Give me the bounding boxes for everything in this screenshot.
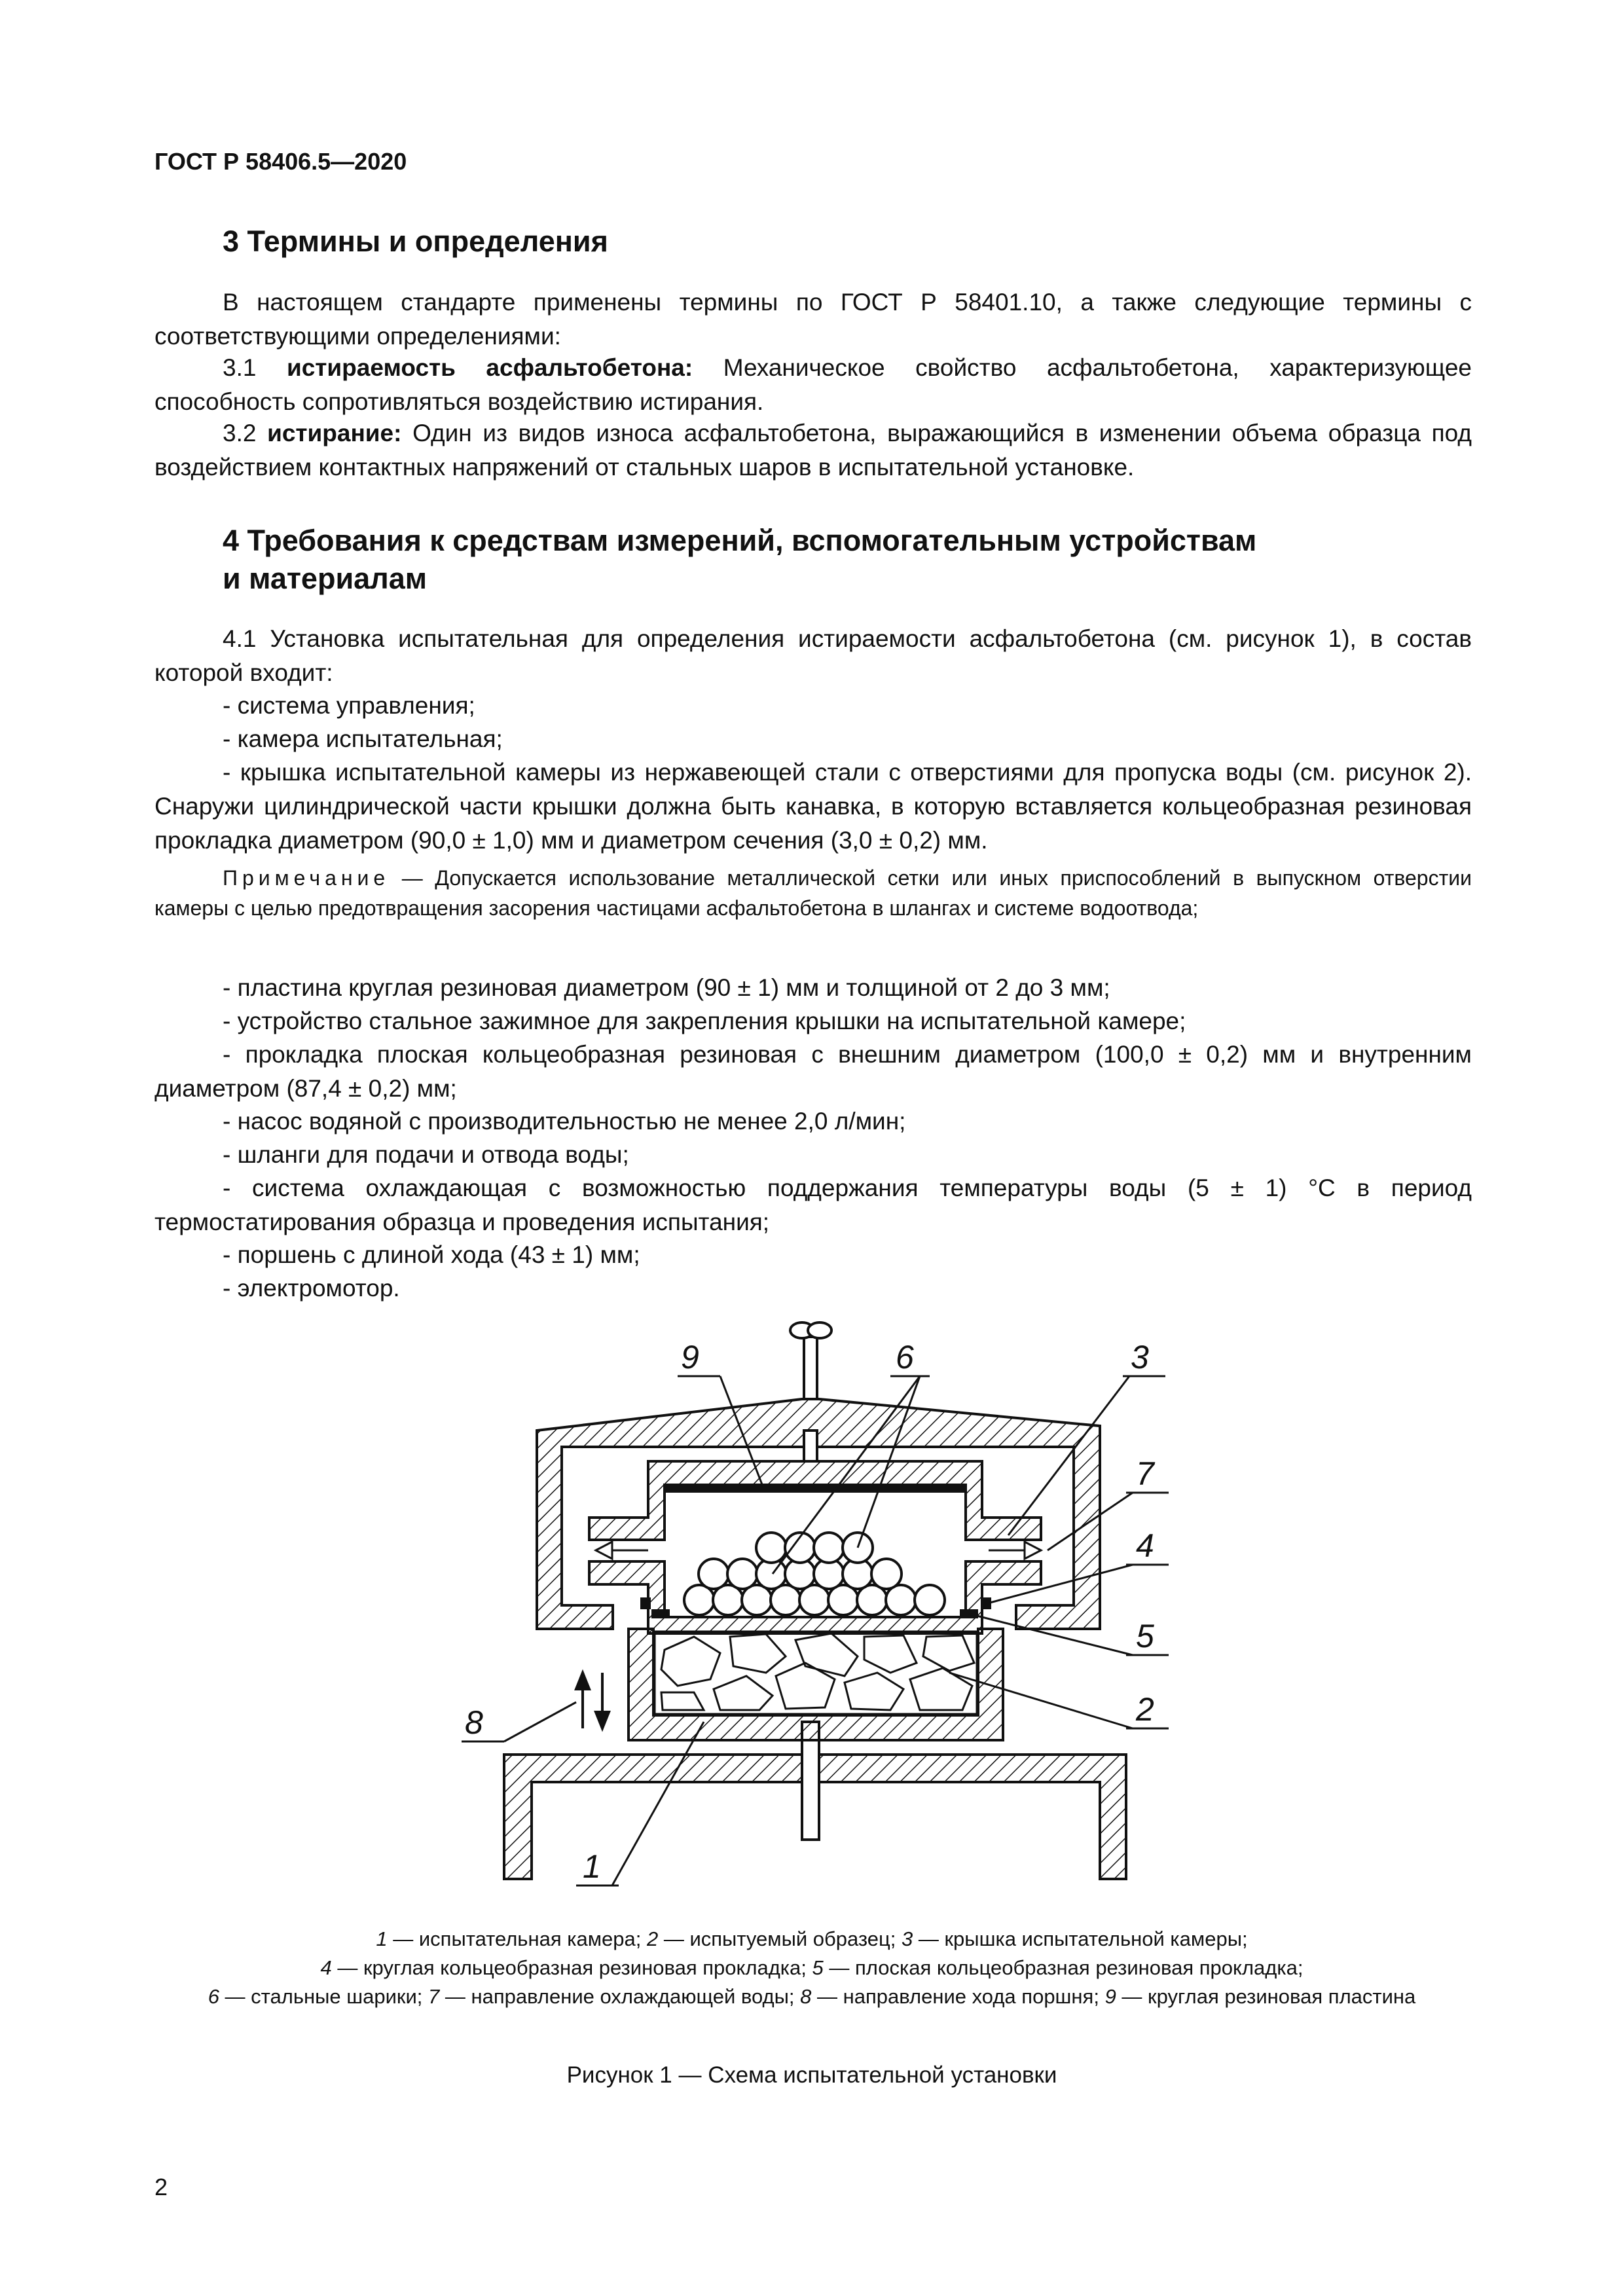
term-3-2-term: истирание:	[267, 420, 402, 446]
callout-2: 2	[1136, 1691, 1154, 1728]
note-text: — Допускается использование металлической сетки или иных приспособлений в выпускном отверстии камеры с целью предотвращения засорения частицами асфальтобетона в шлангах и системе водоотвода;	[155, 866, 1472, 920]
list-item: - прокладка плоская кольцеобразная резиновая с внешним диаметром (100,0 ± 0,2) мм и внутренним диаметром (87,4 ± 0,2) мм;	[155, 1041, 1472, 1102]
figure-caption: Рисунок 1 — Схема испытательной установки	[566, 2062, 1057, 2088]
term-3-2-definition: Один из видов износа асфальтобетона, выражающийся в изменении объема образца под воздействием контактных напряжений от стальных шаров в испытательной установке.	[155, 420, 1472, 481]
list-item: - устройство стальное зажимное для закрепления крышки на испытательной камере;	[223, 1008, 1186, 1034]
list-item: - камера испытательная;	[223, 725, 503, 752]
term-3-2-number: 3.2	[223, 420, 268, 446]
section-4-title-line-1: 4 Требования к средствам измерений, вспомогательным устройствам	[223, 524, 1257, 557]
callout-7: 7	[1136, 1455, 1154, 1492]
legend-line-2: 4 — круглая кольцеобразная резиновая прокладка; 5 — плоская кольцеобразная резиновая прокладка;	[320, 1956, 1304, 1979]
list-item: - электромотор.	[223, 1275, 400, 1302]
callout-8: 8	[465, 1704, 483, 1741]
list-item: - крышка испытательной камеры из нержавеющей стали с отверстиями для пропуска воды (см. рисунок 2). Снаружи цилиндрической части крышки должна быть канавка, в которую вставляется кольцеобразная резиновая прокладка диаметром (90,0 ± 1,0) мм и диаметром сечения (3,0 ± 0,2) мм.	[155, 759, 1472, 854]
test-specimen	[655, 1631, 977, 1714]
document-header: ГОСТ Р 58406.5—2020	[155, 148, 407, 175]
piston-direction-arrows	[576, 1673, 609, 1728]
term-3-1-definition: Механическое свойство асфальтобетона, характеризующее способность сопротивляться воздействию истирания.	[155, 354, 1472, 415]
term-3-1-term: истираемость асфальтобетона:	[286, 354, 693, 381]
callout-5: 5	[1136, 1618, 1154, 1654]
callout-6: 6	[896, 1339, 914, 1376]
list-item: - насос водяной с производительностью не менее 2,0 л/мин;	[223, 1108, 906, 1135]
term-3-1-number: 3.1	[223, 354, 287, 381]
section-3-title: 3 Термины и определения	[223, 225, 608, 258]
list-item: - система управления;	[223, 692, 475, 719]
callout-4: 4	[1136, 1527, 1154, 1564]
callout-9: 9	[681, 1339, 699, 1376]
figure-legend	[131, 1925, 1493, 2011]
water-arrow-left	[596, 1542, 648, 1559]
flat-gasket	[651, 1609, 670, 1618]
list-item: - система охлаждающая с возможностью поддержания температуры воды (5 ± 1) °С в период термостатирования образца и проведения испытания;	[155, 1175, 1472, 1235]
legend-line-3: 6 — стальные шарики; 7 — направление охлаждающей воды; 8 — направление хода поршня; 9 — круглая резиновая пластина	[208, 1985, 1416, 2008]
callout-3: 3	[1131, 1339, 1149, 1376]
paragraph-4-1: 4.1 Установка испытательная для определения истираемости асфальтобетона (см. рисунок 1), в состав которой входит:	[155, 625, 1472, 686]
page-number: 2	[155, 2174, 168, 2200]
legend-line-1: 1 — испытательная камера; 2 — испытуемый образец; 3 — крышка испытательной камеры;	[376, 1927, 1248, 1950]
lid-inner-housing	[589, 1461, 1041, 1540]
section-4-title-line-2: и материалам	[223, 562, 428, 595]
note-label: Примечание	[223, 866, 390, 890]
list-item: - шланги для подачи и отвода воды;	[223, 1141, 629, 1168]
section-3-intro: В настоящем стандарте применены термины по ГОСТ Р 58401.10, а также следующие термины с соответствующими определениями:	[155, 289, 1472, 350]
water-arrow-right	[989, 1542, 1041, 1559]
round-gasket	[640, 1597, 651, 1609]
list-item: - пластина круглая резиновая диаметром (90 ± 1) мм и толщиной от 2 до 3 мм;	[223, 974, 1110, 1001]
list-item: - поршень с длиной хода (43 ± 1) мм;	[223, 1241, 640, 1268]
steel-balls	[684, 1533, 945, 1615]
callout-1: 1	[583, 1848, 601, 1885]
round-gasket	[981, 1597, 991, 1609]
rubber-plate	[665, 1485, 966, 1493]
